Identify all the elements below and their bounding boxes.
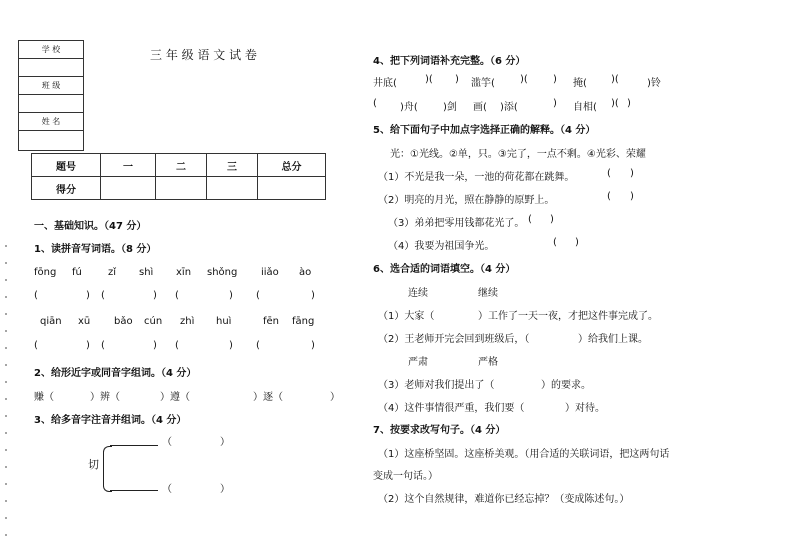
- paren: ): [630, 191, 634, 202]
- q6-word: 继续: [478, 288, 498, 299]
- q1-heading: 1、读拼音写词语。（8 分）: [34, 244, 157, 255]
- q4-text: ): [553, 98, 557, 109]
- pinyin: fēn: [263, 316, 280, 327]
- pinyin: zǐ: [108, 267, 117, 278]
- paren: ): [311, 290, 315, 301]
- q4-text: 掩(: [573, 78, 587, 89]
- pinyin: shǒng: [207, 267, 238, 278]
- pinyin: iiǎo: [261, 267, 279, 278]
- pinyin: shì: [139, 267, 154, 278]
- exam-title: 三 年 级 语 文 试 卷: [150, 48, 257, 62]
- pinyin: fāng: [292, 316, 315, 327]
- q5-definitions: 光：①光线。②单，只。③完了，一点不剩。④光彩、荣耀: [390, 149, 646, 160]
- name-label: 姓 名: [19, 113, 84, 131]
- pinyin: xīn: [176, 267, 192, 278]
- q4-text: ): [553, 74, 557, 85]
- section-1-heading: 一、基础知识。（47 分）: [34, 221, 147, 232]
- school-field[interactable]: [19, 59, 84, 77]
- pinyin: ào: [299, 267, 312, 278]
- paren: (: [256, 290, 260, 301]
- paren: ): [86, 340, 90, 351]
- paren[interactable]: (: [607, 168, 611, 179]
- q6-item-1a: （1）大家（: [378, 311, 435, 322]
- paren: (: [256, 340, 260, 351]
- score-header-1: 一: [101, 154, 156, 177]
- q6-item-2a: （2）王老师开完会回到班级后，（: [378, 334, 530, 345]
- score-row-label: 得分: [32, 177, 101, 200]
- q2-item: 赚（: [34, 392, 54, 403]
- pinyin: qiān: [40, 316, 62, 327]
- score-header-2: 二: [156, 154, 207, 177]
- paren: ): [229, 340, 233, 351]
- paren: ）: [220, 484, 230, 495]
- pinyin: zhì: [180, 316, 195, 327]
- paren: (: [175, 340, 179, 351]
- q6-item-1b: ）工作了一天一夜，才把这件事完成了。: [478, 311, 658, 322]
- score-cell[interactable]: [258, 177, 326, 200]
- paren[interactable]: (: [528, 214, 532, 225]
- pinyin: fú: [72, 267, 82, 278]
- paren: (: [175, 290, 179, 301]
- q7-item-1b: 变成一句话。）: [373, 471, 438, 482]
- q4-text: )(: [611, 98, 619, 109]
- q3-blank-1[interactable]: [110, 445, 158, 446]
- score-cell[interactable]: [156, 177, 207, 200]
- q4-text: 井底(: [373, 78, 397, 89]
- q7-heading: 7、按要求改写句子。（4 分）: [373, 425, 506, 436]
- q4-text: )(: [611, 74, 619, 85]
- pinyin: huì: [216, 316, 232, 327]
- pinyin: fōng: [34, 267, 57, 278]
- q3-blank-2[interactable]: [110, 490, 158, 491]
- q6-word: 严格: [478, 357, 498, 368]
- score-cell[interactable]: [207, 177, 258, 200]
- pinyin: bǎo: [114, 316, 133, 327]
- score-header-3: 三: [207, 154, 258, 177]
- paren: ): [311, 340, 315, 351]
- q4-text: )铃: [647, 78, 661, 89]
- q4-text: )剑: [443, 102, 457, 113]
- class-field[interactable]: [19, 95, 84, 113]
- paren: ): [86, 290, 90, 301]
- pinyin: xū: [78, 316, 91, 327]
- q5-item-1: （1）不光是我一朵，一池的荷花都在跳舞。: [378, 172, 575, 183]
- q2-item: ）逐（: [253, 392, 283, 403]
- student-info-box: [18, 40, 84, 151]
- q6-item-3b: ）的要求。: [541, 380, 591, 391]
- paren: ): [153, 340, 157, 351]
- paren: (: [34, 340, 38, 351]
- q2-item: ）辨（: [90, 392, 120, 403]
- q6-word: 连续: [408, 288, 428, 299]
- paren: ）: [220, 437, 230, 448]
- q6-word: 严肃: [408, 357, 428, 368]
- paren: （: [162, 484, 172, 495]
- q3-char: 切: [88, 458, 99, 471]
- paren: （: [162, 437, 172, 448]
- q7-item-1a: （1）这座桥坚固。这座桥美观。（用合适的关联词语，把这两句话: [378, 449, 670, 460]
- paren: ): [229, 290, 233, 301]
- paren: ): [550, 214, 554, 225]
- q6-heading: 6、选合适的词语填空。（4 分）: [373, 264, 516, 275]
- q4-text: 滥竽(: [471, 78, 495, 89]
- q4-text: )添(: [500, 102, 518, 113]
- score-table: [31, 153, 326, 200]
- q4-text: 画(: [473, 102, 487, 113]
- school-label: 学 校: [19, 41, 84, 59]
- paren[interactable]: (: [607, 191, 611, 202]
- score-header-0: 题号: [32, 154, 101, 177]
- name-field[interactable]: [19, 131, 84, 151]
- score-cell[interactable]: [101, 177, 156, 200]
- q6-item-4b: ）对待。: [565, 403, 605, 414]
- q5-item-4: （4）我要为祖国争光。: [388, 241, 495, 252]
- score-header-4: 总分: [258, 154, 326, 177]
- pinyin: cún: [144, 316, 163, 327]
- q4-text: ): [455, 74, 459, 85]
- paren: (: [34, 290, 38, 301]
- q7-item-2: （2）这个自然规律，难道你已经忘掉？（变成陈述句。）: [378, 494, 630, 505]
- q4-text: 自相(: [573, 102, 597, 113]
- q6-item-2b: ）给我们上课。: [578, 334, 648, 345]
- q6-item-4a: （4）这件事情很严重，我们要（: [378, 403, 525, 414]
- q4-text: )(: [425, 74, 433, 85]
- paren[interactable]: (: [553, 237, 557, 248]
- paren: ): [153, 290, 157, 301]
- q5-item-3: （3）弟弟把零用钱都花光了。: [388, 218, 525, 229]
- q5-item-2: （2）明亮的月光，照在静静的原野上。: [378, 195, 555, 206]
- q2-item: ）: [330, 392, 340, 403]
- paren: (: [101, 340, 105, 351]
- class-label: 班 级: [19, 77, 84, 95]
- q4-text: ): [627, 98, 631, 109]
- paren: ): [575, 237, 579, 248]
- q3-heading: 3、给多音字注音并组词。（4 分）: [34, 415, 187, 426]
- q4-text: )舟(: [400, 102, 418, 113]
- q6-item-3a: （3）老师对我们提出了（: [378, 380, 495, 391]
- q2-item: ）遵（: [160, 392, 190, 403]
- paren: (: [101, 290, 105, 301]
- q3-brace: [103, 446, 112, 492]
- q5-heading: 5、给下面句子中加点字选择正确的解释。（4 分）: [373, 125, 596, 136]
- q4-text: )(: [520, 74, 528, 85]
- q4-heading: 4、把下列词语补充完整。（6 分）: [373, 56, 526, 67]
- q4-text: (: [373, 98, 377, 109]
- paren: ): [630, 168, 634, 179]
- q2-heading: 2、给形近字或同音字组词。（4 分）: [34, 368, 197, 379]
